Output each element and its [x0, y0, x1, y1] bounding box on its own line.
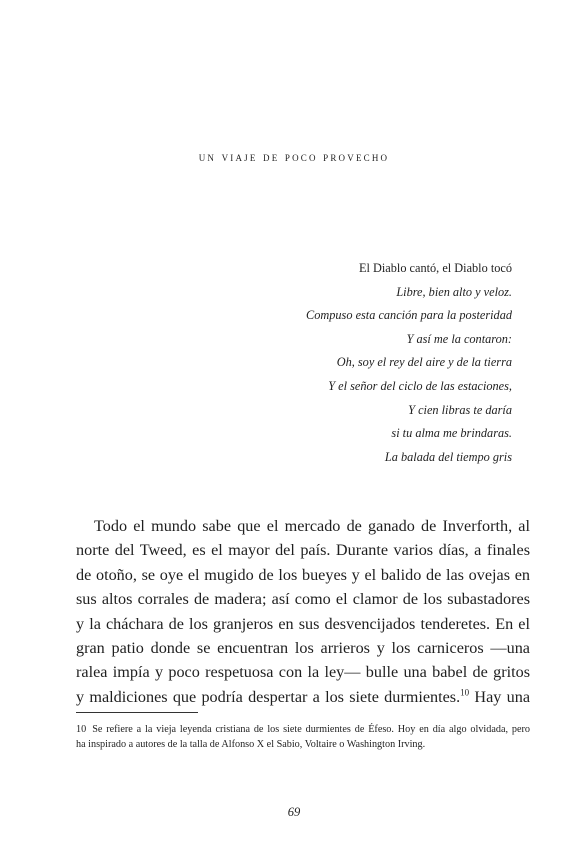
body-line: gran patio donde se encuentran los arrieros y los carniceros —una [76, 639, 530, 658]
body-line-last [76, 685, 530, 709]
body-paragraph [76, 514, 530, 709]
epigraph [152, 257, 512, 469]
footnote-text: Se refiere a la vieja leyenda cristiana de los siete durmientes de Éfeso. Hoy en día algo olvidada, pero [92, 724, 530, 735]
body-line: y la cháchara de los granjeros en sus desvencijados tenderetes. En el [76, 614, 530, 633]
footnote-line: ha inspirado a autores de la talla de Alfonso X el Sabio, Voltaire o Washington Irving. [76, 739, 426, 750]
epigraph-line: Compuso esta canción para la posteridad [306, 308, 512, 323]
epigraph-line: El Diablo cantó, el Diablo tocó [359, 261, 512, 275]
page-number: 69 [287, 805, 301, 819]
footnote [76, 722, 530, 752]
footnote-divider [76, 712, 198, 713]
body-line: de otoño, se oye el mugido de los bueyes y el balido de las ovejas en [76, 565, 530, 584]
body-line-text: y maldiciones que podría despertar a los siete durmientes. [76, 687, 461, 706]
epigraph-line: Y así me la contaron: [406, 331, 512, 346]
epigraph-line: Y el señor del ciclo de las estaciones, [328, 378, 512, 393]
epigraph-line: Oh, soy el rey del aire y de la tierra [336, 355, 512, 370]
body-line: ralea impía y poco respetuosa con la ley— bulle una babel de gritos [76, 663, 530, 682]
footnote-reference[interactable]: 10 [460, 687, 470, 698]
epigraph-line: Y cien libras te daría [408, 402, 512, 417]
chapter-title: un viaje de poco provecho [198, 149, 390, 164]
body-line: norte del Tweed, es el mayor del país. Durante varios días, a finales [76, 541, 530, 560]
footnote-number: 10 [76, 724, 87, 735]
body-line-tail: Hay una [474, 687, 531, 706]
body-line: sus altos corrales de madera; así como el clamor de los subastadores [76, 590, 530, 609]
body-line: Todo el mundo sabe que el mercado de ganado de Inverforth, al [94, 517, 530, 535]
epigraph-line: Libre, bien alto y veloz. [396, 284, 512, 299]
footnote-line [76, 722, 530, 737]
epigraph-line: si tu alma me brindaras. [391, 426, 512, 441]
epigraph-source: La balada del tiempo gris [384, 449, 512, 464]
